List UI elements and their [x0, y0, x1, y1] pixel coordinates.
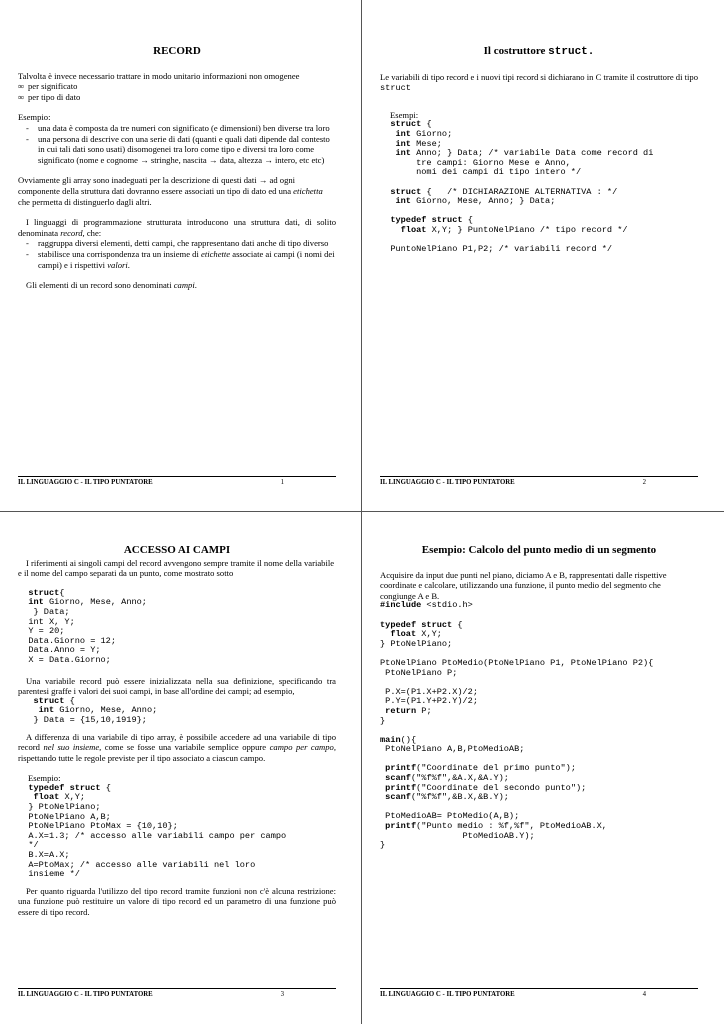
closing-text: Gli elementi di un record sono denominati campi. — [26, 280, 197, 291]
slide-struct-constructor — [362, 0, 724, 512]
closing-text: Per quanto riguarda l'utilizzo del tipo record tramite funzioni non c'è alcuna restrizione: una funzione può restituire un valore di tipo record ed un parametro di una funzione può essere di tipo record. — [18, 885, 336, 917]
code-block: struct { int Giorno, Mese, Anno; } Data = {15,10,1919}; — [33, 695, 158, 725]
init-paragraph: Una variabile record può essere inizializzata nella sua definizione, specificando tra parentesi graffe i valori dei suoi campi, in base all'ordine dei campi; ad esempio, — [18, 675, 336, 697]
page-title: Esempio: Calcolo del punto medio di un segmento — [421, 544, 657, 556]
page-number: 2 — [642, 479, 646, 486]
list-item: - raggruppa diversi elementi, detti campi, che rappresentano dati anche di tipo diverso — [26, 238, 329, 249]
page-footer: IL LINGUAGGIO C - IL TIPO PUNTATORE 1 — [18, 476, 336, 486]
code-block: #include <stdio.h> typedef struct { float X,Y; } PtoNelPiano; PtoNelPiano PtoMedio(PtoNelPiano P1, PtoNelPiano P2){ PtoNelPiano P; P.X=(P1.X+P2.X)/2; P.Y=(P1.Y+P2.Y)/2; return P; } main(){ PtoNelPiano A,B,PtoMedioAB; printf("Coordinate del primo punto"); scanf("%f%f",&A.X,&A.Y); printf("Coordinate del secondo punto"); scanf("%f%f",&B.X,&B.Y); PtoMedioAB= PtoMedio(A,B); printf("Punto medio : %f,%f", PtoMedioAB.X, PtoMedioAB.Y); } — [380, 600, 654, 851]
list-item: - una persona di descrive con una serie di dati (quanti e quali dati dipende dal contesto in cui tali dati sono usati) disomogenei tra loro come tipo e diversi tra loro come significato (nome e cognome → stringhe, nascita → data, altezza → intero, etc etc) — [26, 133, 330, 165]
code-block: typedef struct { float X,Y; } PtoNelPiano; PtoNelPiano A,B; PtoNelPiano PtoMax = {10,10}; A.X=1.3; /* accesso alle variabili campo per campo */ B.X=A.X; A=PtoMax; /* accesso alle variabili nel loro insieme */ — [28, 782, 287, 880]
page-number: 3 — [280, 991, 284, 998]
intro-text: Acquisire da input due punti nel piano, diciamo A e B, rappresentati dalle rispettive coordinate e calcolare, utilizzando una funzione, il punto medio del segmento che congiunge A e B. — [380, 569, 667, 601]
example-label: Esempio: — [18, 112, 51, 123]
page-footer: IL LINGUAGGIO C - IL TIPO PUNTATORE 4 — [380, 988, 698, 998]
arrays-paragraph: Ovviamente gli array sono inadeguati per la descrizione di questi dati → ad ogni componente della struttura dati dovranno essere associati un tipo di dato ed una etichetta che permetta di distinguerlo dagli altri. — [18, 175, 323, 207]
code-block: struct { int Giorno; int Mese; int Anno; } Data; /* variabile Data come record di tre campi: Giorno Mese e Anno, nomi dei campi di tipo intero */ struct { /* DICHIARAZIONE ALTERNATIVA : */ int Giorno, Mese, Anno; } Data; typedef struct { float X,Y; } PuntoNelPiano /* tipo record */ PuntoNelPiano P1,P2; /* variabili record */ — [390, 119, 654, 255]
intro-text: I riferimenti ai singoli campi del record avvengono sempre tramite il nome della variabile e il nome del campo separati da un punto, come mostrato sotto — [18, 557, 335, 579]
page-title: RECORD — [153, 45, 201, 57]
intro-text: Talvolta è invece necessario trattare in modo unitario informazioni non omogenee — [18, 70, 300, 81]
page-number: 4 — [642, 991, 646, 998]
page-footer: IL LINGUAGGIO C - IL TIPO PUNTATORE 3 — [18, 988, 336, 998]
example-label: Esempi: — [390, 109, 419, 120]
infinity-bullet-icon: ∞ — [18, 91, 25, 102]
slide-record — [0, 0, 362, 512]
page-title: ACCESSO AI CAMPI — [123, 544, 231, 556]
page-number: 1 — [280, 479, 284, 486]
list-item: - una data è composta da tre numeri con significato (e dimensioni) ben diverse tra loro — [26, 122, 330, 133]
list-item: ∞ per significato — [18, 81, 78, 92]
slide-midpoint-example — [362, 512, 724, 1024]
infinity-bullet-icon: ∞ — [18, 81, 25, 92]
intro-text: Le variabili di tipo record e i nuovi tipi record si dichiarano in C tramite il costruttore di tipo struct — [380, 71, 698, 94]
list-item: ∞ per tipo di dato — [18, 91, 81, 102]
code-block: struct{ int Giorno, Mese, Anno; } Data; int X, Y; Y = 20; Data.Giorno = 12; Data.Anno = Y; X = Data.Giorno; — [28, 587, 147, 665]
page-footer: IL LINGUAGGIO C - IL TIPO PUNTATORE 2 — [380, 476, 698, 486]
slide-field-access — [0, 512, 362, 1024]
languages-paragraph: I linguaggi di programmazione strutturata introducono una struttura dati, di solito denominata record, che: — [18, 217, 336, 238]
assign-paragraph: A differenza di una variabile di tipo array, è possibile accedere ad una variabile di tipo record nel suo insieme, come se fosse una variabile semplice oppure campo per campo, rispettando tutte le regole previste per il tipo associato a ciascun campo. — [18, 731, 336, 763]
page-title: Il costruttore struct. — [483, 45, 595, 58]
example-label: Esempio: — [28, 773, 61, 784]
list-item: - stabilisce una corrispondenza tra un insieme di etichette associate ai campi (i nomi dei campi) e i rispettivi valori. — [26, 248, 335, 270]
